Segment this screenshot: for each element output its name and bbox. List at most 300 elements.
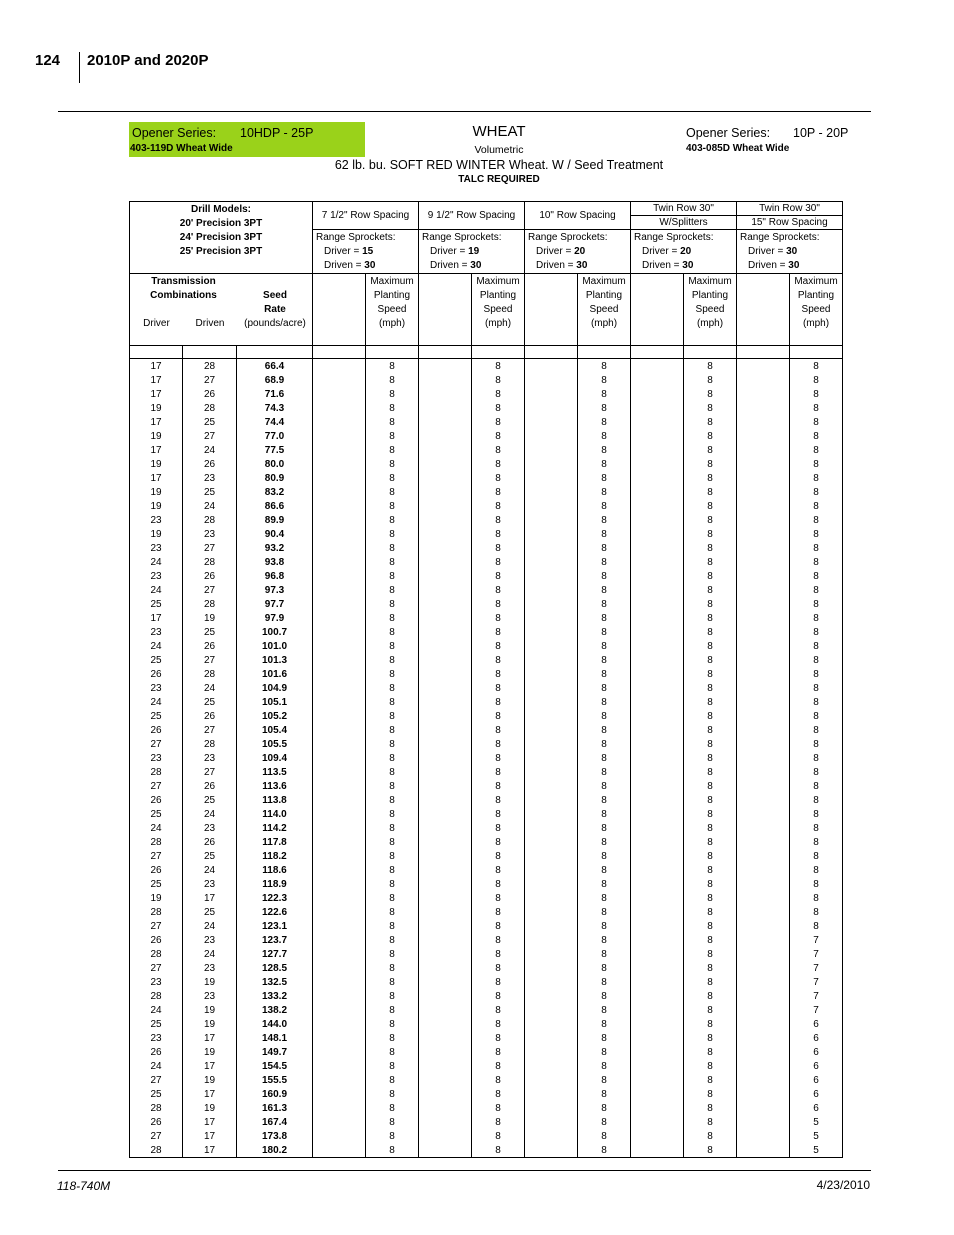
- driver-cell: 17: [130, 359, 183, 374]
- blank-cell: [525, 863, 578, 877]
- driven-cell: 23: [183, 471, 237, 485]
- driven-cell: 25: [183, 793, 237, 807]
- max-speed-cell: 8: [366, 849, 419, 863]
- blank-cell: [525, 1073, 578, 1087]
- max-speed-cell: 8: [578, 863, 631, 877]
- max-speed-cell: 8: [684, 1073, 737, 1087]
- max-speed-cell: 8: [578, 1115, 631, 1129]
- driven-cell: 27: [183, 765, 237, 779]
- driven-cell: 23: [183, 877, 237, 891]
- blank-cell: [525, 821, 578, 835]
- max-speed-cell: 8: [684, 863, 737, 877]
- blank-cell: [737, 905, 790, 919]
- blank-cell: [631, 597, 684, 611]
- max-speed-cell: 8: [790, 583, 843, 597]
- seed-rate-cell: 100.7: [237, 625, 313, 639]
- blank-cell: [631, 1017, 684, 1031]
- max-speed-cell: 8: [472, 1143, 525, 1158]
- max-speed-cell: 8: [366, 527, 419, 541]
- seed-rate-cell: 71.6: [237, 387, 313, 401]
- max-speed-cell: 8: [684, 1115, 737, 1129]
- table-row: [130, 891, 843, 905]
- blank-cell: [313, 513, 366, 527]
- blank-cell: [313, 793, 366, 807]
- max-speed-cell: 8: [684, 667, 737, 681]
- max-speed-cell: 8: [366, 681, 419, 695]
- max-speed-cell: 8: [366, 989, 419, 1003]
- blank-cell: [631, 1003, 684, 1017]
- blank-cell: [737, 807, 790, 821]
- units-label: (pounds/acre): [244, 318, 306, 329]
- max-speed-cell: 5: [790, 1115, 843, 1129]
- blank-cell: [737, 373, 790, 387]
- table-row: [130, 471, 843, 485]
- table-row: [130, 1003, 843, 1017]
- blank-cell: [525, 527, 578, 541]
- spacing-header-3: 10" Row Spacing: [525, 202, 631, 230]
- max-speed-cell: 8: [790, 541, 843, 555]
- table-row: [130, 527, 843, 541]
- blank-cell: [525, 793, 578, 807]
- max-speed-cell: 8: [472, 457, 525, 471]
- driver-cell: 24: [130, 821, 183, 835]
- blank-cell: [737, 919, 790, 933]
- opener-series-right: [686, 126, 866, 158]
- seed-rate-cell: 123.1: [237, 919, 313, 933]
- driven-sprocket: [316, 259, 418, 273]
- blank-cell: [737, 387, 790, 401]
- max-speed-cell: 8: [472, 975, 525, 989]
- max-speed-cell: 8: [684, 737, 737, 751]
- metering-method: Volumetric: [474, 144, 524, 156]
- table-row: [130, 905, 843, 919]
- driver-cell: 26: [130, 793, 183, 807]
- max-speed-header-line: Maximum: [688, 276, 732, 287]
- transmission-seed-header: [130, 274, 313, 346]
- max-speed-cell: 8: [790, 779, 843, 793]
- max-speed-cell: 8: [366, 765, 419, 779]
- driver-sprocket-label: Driver =: [536, 246, 575, 257]
- max-speed-cell: 8: [472, 863, 525, 877]
- max-speed-cell: 8: [790, 527, 843, 541]
- max-speed-cell: 8: [684, 555, 737, 569]
- table-row: [130, 569, 843, 583]
- blank-cell: [737, 849, 790, 863]
- blank-cell: [631, 779, 684, 793]
- max-speed-cell: 8: [790, 597, 843, 611]
- blank-cell: [631, 485, 684, 499]
- blank-cell: [737, 415, 790, 429]
- blank-cell: [313, 849, 366, 863]
- drill-models: [130, 202, 313, 274]
- max-speed-cell: 8: [472, 765, 525, 779]
- driven-sprocket-value: 30: [470, 260, 482, 271]
- table-row: [130, 947, 843, 961]
- driven-cell: 28: [183, 401, 237, 415]
- blank-cell: [419, 849, 472, 863]
- max-speed-cell: 8: [684, 751, 737, 765]
- seed-rate-cell: 96.8: [237, 569, 313, 583]
- driver-sprocket-label: Driver =: [430, 246, 469, 257]
- blank-cell: [313, 555, 366, 569]
- blank-cell: [737, 793, 790, 807]
- max-speed-cell: 8: [684, 835, 737, 849]
- max-speed-cell: 8: [578, 933, 631, 947]
- table-row: [130, 1073, 843, 1087]
- blank-cell: [525, 681, 578, 695]
- drill-model: 24' Precision 3PT: [179, 232, 263, 243]
- blank-cell: [313, 933, 366, 947]
- blank-cell: [631, 709, 684, 723]
- max-speed-cell: 8: [578, 429, 631, 443]
- seed-rate-cell: 154.5: [237, 1059, 313, 1073]
- driver-sprocket-label: Driver =: [642, 246, 681, 257]
- driven-cell: 19: [183, 1101, 237, 1115]
- max-speed-cell: 8: [790, 737, 843, 751]
- spacer-cell: [183, 346, 237, 359]
- max-speed-cell: 8: [472, 1017, 525, 1031]
- blank-cell: [737, 639, 790, 653]
- blank-cell: [313, 681, 366, 695]
- blank-cell: [737, 751, 790, 765]
- blank-cell: [313, 1031, 366, 1045]
- driver-cell: 28: [130, 835, 183, 849]
- blank-cell: [525, 1045, 578, 1059]
- table-row: [130, 807, 843, 821]
- max-speed-cell: 8: [472, 639, 525, 653]
- blank-cell: [525, 1087, 578, 1101]
- table-row: [130, 1129, 843, 1143]
- max-speed-cell: 8: [472, 849, 525, 863]
- max-speed-cell: 8: [684, 1129, 737, 1143]
- driver-cell: 27: [130, 779, 183, 793]
- blank-cell: [737, 891, 790, 905]
- blank-cell: [631, 457, 684, 471]
- max-speed-cell: 8: [578, 583, 631, 597]
- max-speed-cell: 6: [790, 1059, 843, 1073]
- driver-cell: 17: [130, 471, 183, 485]
- blank-header-cell: [313, 274, 366, 346]
- seed-rate-cell: 138.2: [237, 1003, 313, 1017]
- blank-cell: [631, 877, 684, 891]
- blank-cell: [737, 961, 790, 975]
- blank-cell: [419, 401, 472, 415]
- table-row: [130, 723, 843, 737]
- driven-cell: 24: [183, 807, 237, 821]
- range-label: Range Sprockets:: [316, 232, 396, 243]
- seed-rate-cell: 105.2: [237, 709, 313, 723]
- max-speed-cell: 8: [472, 415, 525, 429]
- driven-cell: 28: [183, 667, 237, 681]
- driven-cell: 19: [183, 1073, 237, 1087]
- blank-cell: [737, 611, 790, 625]
- seed-rate-cell: 113.6: [237, 779, 313, 793]
- max-speed-cell: 8: [472, 905, 525, 919]
- driver-cell: 24: [130, 695, 183, 709]
- max-speed-cell: 8: [684, 1143, 737, 1158]
- driver-cell: 17: [130, 373, 183, 387]
- max-speed-cell: 6: [790, 1073, 843, 1087]
- driver-cell: 17: [130, 443, 183, 457]
- max-speed-cell: 8: [472, 723, 525, 737]
- table-row: [130, 793, 843, 807]
- blank-cell: [525, 709, 578, 723]
- spacing-header-2: 9 1/2" Row Spacing: [419, 202, 525, 230]
- blank-cell: [313, 1101, 366, 1115]
- blank-cell: [525, 975, 578, 989]
- blank-cell: [737, 947, 790, 961]
- max-speed-cell: 8: [472, 373, 525, 387]
- max-speed-header-line: (mph): [696, 318, 724, 329]
- max-speed-header-3: [578, 274, 631, 346]
- blank-cell: [631, 569, 684, 583]
- max-speed-cell: 8: [578, 499, 631, 513]
- blank-cell: [525, 765, 578, 779]
- seed-rate-cell: 118.6: [237, 863, 313, 877]
- driver-cell: 25: [130, 1087, 183, 1101]
- driver-cell: 25: [130, 653, 183, 667]
- table-row: [130, 1101, 843, 1115]
- blank-cell: [419, 835, 472, 849]
- blank-cell: [419, 639, 472, 653]
- blank-cell: [631, 359, 684, 374]
- max-speed-cell: 8: [578, 1017, 631, 1031]
- blank-cell: [737, 359, 790, 374]
- driver-cell: 27: [130, 1073, 183, 1087]
- driver-cell: 28: [130, 1101, 183, 1115]
- max-speed-cell: 8: [366, 919, 419, 933]
- seed-rate-cell: 123.7: [237, 933, 313, 947]
- driven-sprocket: [422, 259, 524, 273]
- blank-cell: [525, 961, 578, 975]
- blank-cell: [525, 779, 578, 793]
- blank-cell: [419, 569, 472, 583]
- opener-left-label: Opener Series:: [132, 126, 217, 140]
- blank-header-cell: [631, 274, 684, 346]
- driver-sprocket-value: 20: [680, 246, 692, 257]
- blank-header-cell: [419, 274, 472, 346]
- blank-cell: [631, 471, 684, 485]
- blank-cell: [631, 821, 684, 835]
- seed-rate-cell: 160.9: [237, 1087, 313, 1101]
- max-speed-cell: 8: [684, 919, 737, 933]
- blank-cell: [737, 1087, 790, 1101]
- range-sprockets-1: [313, 230, 419, 274]
- driver-cell: 23: [130, 751, 183, 765]
- max-speed-cell: 8: [578, 793, 631, 807]
- max-speed-cell: 8: [790, 443, 843, 457]
- blank-cell: [525, 1115, 578, 1129]
- driven-cell: 24: [183, 443, 237, 457]
- max-speed-cell: 8: [472, 541, 525, 555]
- blank-cell: [525, 737, 578, 751]
- blank-cell: [313, 583, 366, 597]
- driven-cell: 19: [183, 1017, 237, 1031]
- blank-cell: [419, 793, 472, 807]
- table-row: [130, 625, 843, 639]
- max-speed-cell: 8: [472, 429, 525, 443]
- driver-sprocket-value: 30: [786, 246, 798, 257]
- blank-cell: [525, 653, 578, 667]
- max-speed-cell: 8: [472, 891, 525, 905]
- max-speed-cell: 7: [790, 947, 843, 961]
- driven-cell: 27: [183, 653, 237, 667]
- max-speed-cell: 8: [684, 807, 737, 821]
- max-speed-cell: 8: [578, 555, 631, 569]
- blank-cell: [525, 905, 578, 919]
- max-speed-cell: 8: [366, 597, 419, 611]
- blank-cell: [525, 625, 578, 639]
- max-speed-cell: 8: [366, 1101, 419, 1115]
- driver-label: Driver: [143, 318, 170, 329]
- table-row: [130, 373, 843, 387]
- max-speed-cell: 8: [790, 877, 843, 891]
- drill-models-heading: Drill Models:: [190, 204, 251, 215]
- max-speed-cell: 8: [578, 1045, 631, 1059]
- blank-cell: [737, 569, 790, 583]
- max-speed-header-line: Planting: [797, 290, 835, 301]
- max-speed-cell: 8: [366, 1031, 419, 1045]
- max-speed-cell: 8: [578, 387, 631, 401]
- blank-cell: [419, 933, 472, 947]
- seed-rate-cell: 113.5: [237, 765, 313, 779]
- max-speed-cell: 8: [790, 807, 843, 821]
- max-speed-cell: 8: [472, 1129, 525, 1143]
- driven-cell: 27: [183, 541, 237, 555]
- max-speed-cell: 8: [472, 667, 525, 681]
- seed-rate-cell: 89.9: [237, 513, 313, 527]
- blank-cell: [525, 499, 578, 513]
- seed-rate-cell: 77.0: [237, 429, 313, 443]
- max-speed-cell: 5: [790, 1129, 843, 1143]
- seed-rate-cell: 117.8: [237, 835, 313, 849]
- seed-rate-cell: 86.6: [237, 499, 313, 513]
- blank-cell: [631, 429, 684, 443]
- max-speed-cell: 8: [578, 401, 631, 415]
- max-speed-cell: 8: [578, 681, 631, 695]
- blank-cell: [631, 1143, 684, 1158]
- table-row: [130, 863, 843, 877]
- driver-cell: 24: [130, 1059, 183, 1073]
- blank-header-cell: [525, 274, 578, 346]
- max-speed-cell: 8: [472, 1045, 525, 1059]
- table-row: [130, 989, 843, 1003]
- blank-cell: [313, 1045, 366, 1059]
- blank-cell: [737, 541, 790, 555]
- max-speed-cell: 8: [472, 793, 525, 807]
- driven-sprocket: [634, 259, 736, 273]
- seed-rate-cell: 104.9: [237, 681, 313, 695]
- driver-cell: 19: [130, 527, 183, 541]
- max-speed-cell: 8: [472, 625, 525, 639]
- blank-cell: [313, 1073, 366, 1087]
- driven-cell: 24: [183, 919, 237, 933]
- blank-cell: [737, 597, 790, 611]
- blank-cell: [525, 597, 578, 611]
- seed-rate-cell: 83.2: [237, 485, 313, 499]
- blank-cell: [631, 765, 684, 779]
- max-speed-header-line: (mph): [484, 318, 512, 329]
- max-speed-cell: 8: [578, 751, 631, 765]
- blank-cell: [737, 429, 790, 443]
- max-speed-cell: 8: [790, 625, 843, 639]
- blank-cell: [525, 541, 578, 555]
- blank-cell: [313, 877, 366, 891]
- blank-cell: [737, 499, 790, 513]
- seed-rate-cell: 148.1: [237, 1031, 313, 1045]
- max-speed-cell: 8: [684, 373, 737, 387]
- max-speed-cell: 8: [472, 807, 525, 821]
- blank-cell: [313, 919, 366, 933]
- max-speed-cell: 8: [578, 849, 631, 863]
- blank-cell: [631, 961, 684, 975]
- blank-cell: [313, 989, 366, 1003]
- seed-rate-cell: 93.2: [237, 541, 313, 555]
- driver-cell: 24: [130, 1003, 183, 1017]
- table-row: [130, 1017, 843, 1031]
- blank-cell: [419, 1073, 472, 1087]
- seed-rate-cell: 133.2: [237, 989, 313, 1003]
- blank-cell: [313, 961, 366, 975]
- max-speed-cell: 8: [578, 625, 631, 639]
- blank-cell: [631, 1115, 684, 1129]
- max-speed-cell: 8: [472, 597, 525, 611]
- max-speed-cell: 8: [472, 583, 525, 597]
- driver-cell: 23: [130, 681, 183, 695]
- driven-cell: 28: [183, 737, 237, 751]
- seed-rate-cell: 122.6: [237, 905, 313, 919]
- blank-cell: [313, 1129, 366, 1143]
- driver-cell: 27: [130, 961, 183, 975]
- blank-cell: [631, 667, 684, 681]
- blank-cell: [525, 639, 578, 653]
- transmission-label: Transmission: [151, 276, 216, 287]
- opener-right-part: 403-085D Wheat Wide: [686, 143, 790, 154]
- blank-cell: [419, 485, 472, 499]
- blank-cell: [419, 541, 472, 555]
- driven-cell: 17: [183, 1115, 237, 1129]
- blank-cell: [631, 513, 684, 527]
- driver-cell: 27: [130, 849, 183, 863]
- max-speed-cell: 8: [578, 653, 631, 667]
- drill-model: 20' Precision 3PT: [179, 218, 263, 229]
- table-row: [130, 1045, 843, 1059]
- max-speed-header-5: [790, 274, 843, 346]
- max-speed-cell: 8: [684, 1003, 737, 1017]
- driver-cell: 25: [130, 1017, 183, 1031]
- driver-sprocket-label: Driver =: [324, 246, 363, 257]
- blank-cell: [525, 891, 578, 905]
- max-speed-cell: 8: [578, 905, 631, 919]
- blank-cell: [631, 625, 684, 639]
- max-speed-cell: 8: [790, 611, 843, 625]
- blank-cell: [313, 415, 366, 429]
- max-speed-cell: 8: [684, 415, 737, 429]
- blank-header-cell: [737, 274, 790, 346]
- table-row: [130, 877, 843, 891]
- blank-cell: [737, 765, 790, 779]
- blank-cell: [631, 919, 684, 933]
- max-speed-cell: 8: [578, 807, 631, 821]
- max-speed-cell: 8: [684, 779, 737, 793]
- blank-cell: [313, 499, 366, 513]
- driven-sprocket: [740, 259, 842, 273]
- max-speed-cell: 8: [684, 499, 737, 513]
- blank-cell: [313, 527, 366, 541]
- opener-left-part: 403-119D Wheat Wide: [130, 143, 233, 154]
- blank-cell: [631, 723, 684, 737]
- spacer-cell: [472, 346, 525, 359]
